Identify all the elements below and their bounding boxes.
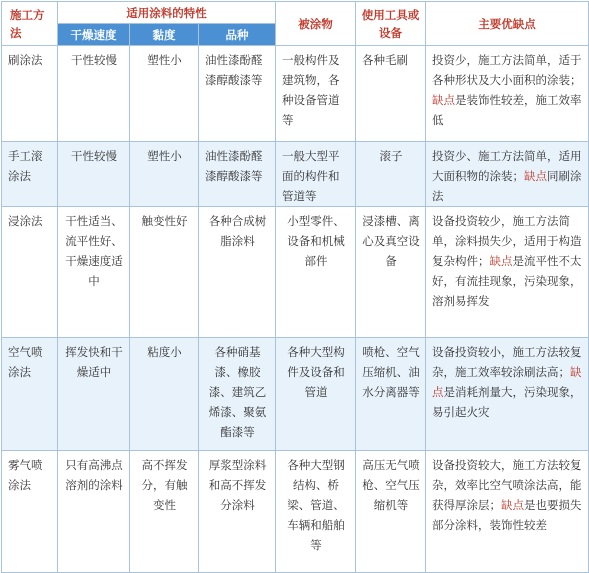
cell-method: 雾气喷涂法 [2,451,58,573]
cell-viscosity: 塑性小 [130,46,199,142]
cell-viscosity: 高不挥发分，有触变性 [130,451,199,573]
table-row [2,338,589,451]
cell-pros-cons [426,451,589,573]
flaw-label: 缺点 [489,254,513,268]
pros-text: 设备投资较大，施工方法较复杂，效率比空气喷涂法高，能获得厚涂层； [432,458,582,512]
pros-text: 设备投资较少，施工方法简单，涂料损失少，适用于构造复杂构件； [432,214,582,268]
cons-text: 同刷涂法 [432,169,582,203]
cell-dry-speed: 干性适当、流平性好、干燥速度适中 [58,207,130,338]
cell-pros-cons [426,46,589,142]
cell-variety: 油性漆酚醛漆醇酸漆等 [199,142,276,207]
flaw-label: 缺点 [524,169,548,183]
table-row [2,46,589,142]
pros-text: 设备投资较小，施工方法较复杂，施工效率较涂刷法高； [432,345,582,379]
coating-methods-table [1,1,589,573]
cell-pros-cons [426,338,589,451]
cell-dry-speed: 只有高沸点溶剂的涂料 [58,451,130,573]
pros-text: 投资少，施工方法简单，适于各种形状及大小面积的涂装； [432,53,582,87]
header-coating-properties: 适用涂料的特性 [58,2,276,24]
cell-variety: 各种硝基漆、橡胶漆、建筑乙烯漆、聚氨酯漆等 [199,338,276,451]
cell-viscosity: 触变性好 [130,207,199,338]
cell-viscosity: 粘度小 [130,338,199,451]
cell-substrate: 各种大型钢结构、桥梁、管道、车辆和船舶等 [276,451,356,573]
flaw-label: 缺点 [432,93,456,107]
cons-text: 是也要损失部分涂料，装饰性较差 [432,498,582,532]
cell-tools: 滚子 [356,142,426,207]
cell-method: 手工滚涂法 [2,142,58,207]
table-row [2,207,589,338]
cell-tools: 各种毛刷 [356,46,426,142]
cell-pros-cons [426,207,589,338]
header-substrate: 被涂物 [276,2,356,46]
cell-variety: 各种合成树脂涂料 [199,207,276,338]
cell-dry-speed: 挥发快和干燥适中 [58,338,130,451]
cons-text: 是流平性不太好，有流挂现象，污染现象，溶剂易挥发 [432,254,582,308]
cell-viscosity: 塑性小 [130,142,199,207]
header-pros-cons: 主要优缺点 [426,2,589,46]
cell-method: 刷涂法 [2,46,58,142]
cell-dry-speed: 干性较慢 [58,142,130,207]
cell-pros-cons [426,142,589,207]
table-row [2,451,589,573]
cell-tools: 喷枪、空气压缩机、油水分离器等 [356,338,426,451]
cell-substrate: 一般大型平面的构件和管道等 [276,142,356,207]
cell-substrate: 小型零件、设备和机械部件 [276,207,356,338]
header-dry-speed: 干燥速度 [58,24,130,46]
cell-tools: 浸漆槽、离心及真空设备 [356,207,426,338]
table-row [2,142,589,207]
cell-dry-speed: 干性较慢 [58,46,130,142]
header-method: 施工方法 [2,2,58,46]
cell-variety: 厚浆型涂料和高不挥发分涂料 [199,451,276,573]
cell-method: 空气喷涂法 [2,338,58,451]
flaw-label: 缺点 [501,498,525,512]
flaw-label: 缺点 [432,365,582,399]
cell-substrate: 各种大型构件及设备和管道 [276,338,356,451]
cell-tools: 高压无气喷枪、空气压缩机等 [356,451,426,573]
cell-method: 浸涂法 [2,207,58,338]
header-viscosity: 黏度 [130,24,199,46]
cell-substrate: 一般构件及建筑物，各种设备管道等 [276,46,356,142]
header-tools: 使用工具或设备 [356,2,426,46]
header-variety: 品种 [199,24,276,46]
cell-variety: 油性漆酚醛漆醇酸漆等 [199,46,276,142]
cons-text: 是装饰性较差，施工效率低 [432,93,582,127]
cons-text: 是消耗剂量大，污染现象，易引起火灾 [432,385,582,419]
pros-text: 投资少、施工方法简单，适用大面积物的涂装； [432,149,582,183]
